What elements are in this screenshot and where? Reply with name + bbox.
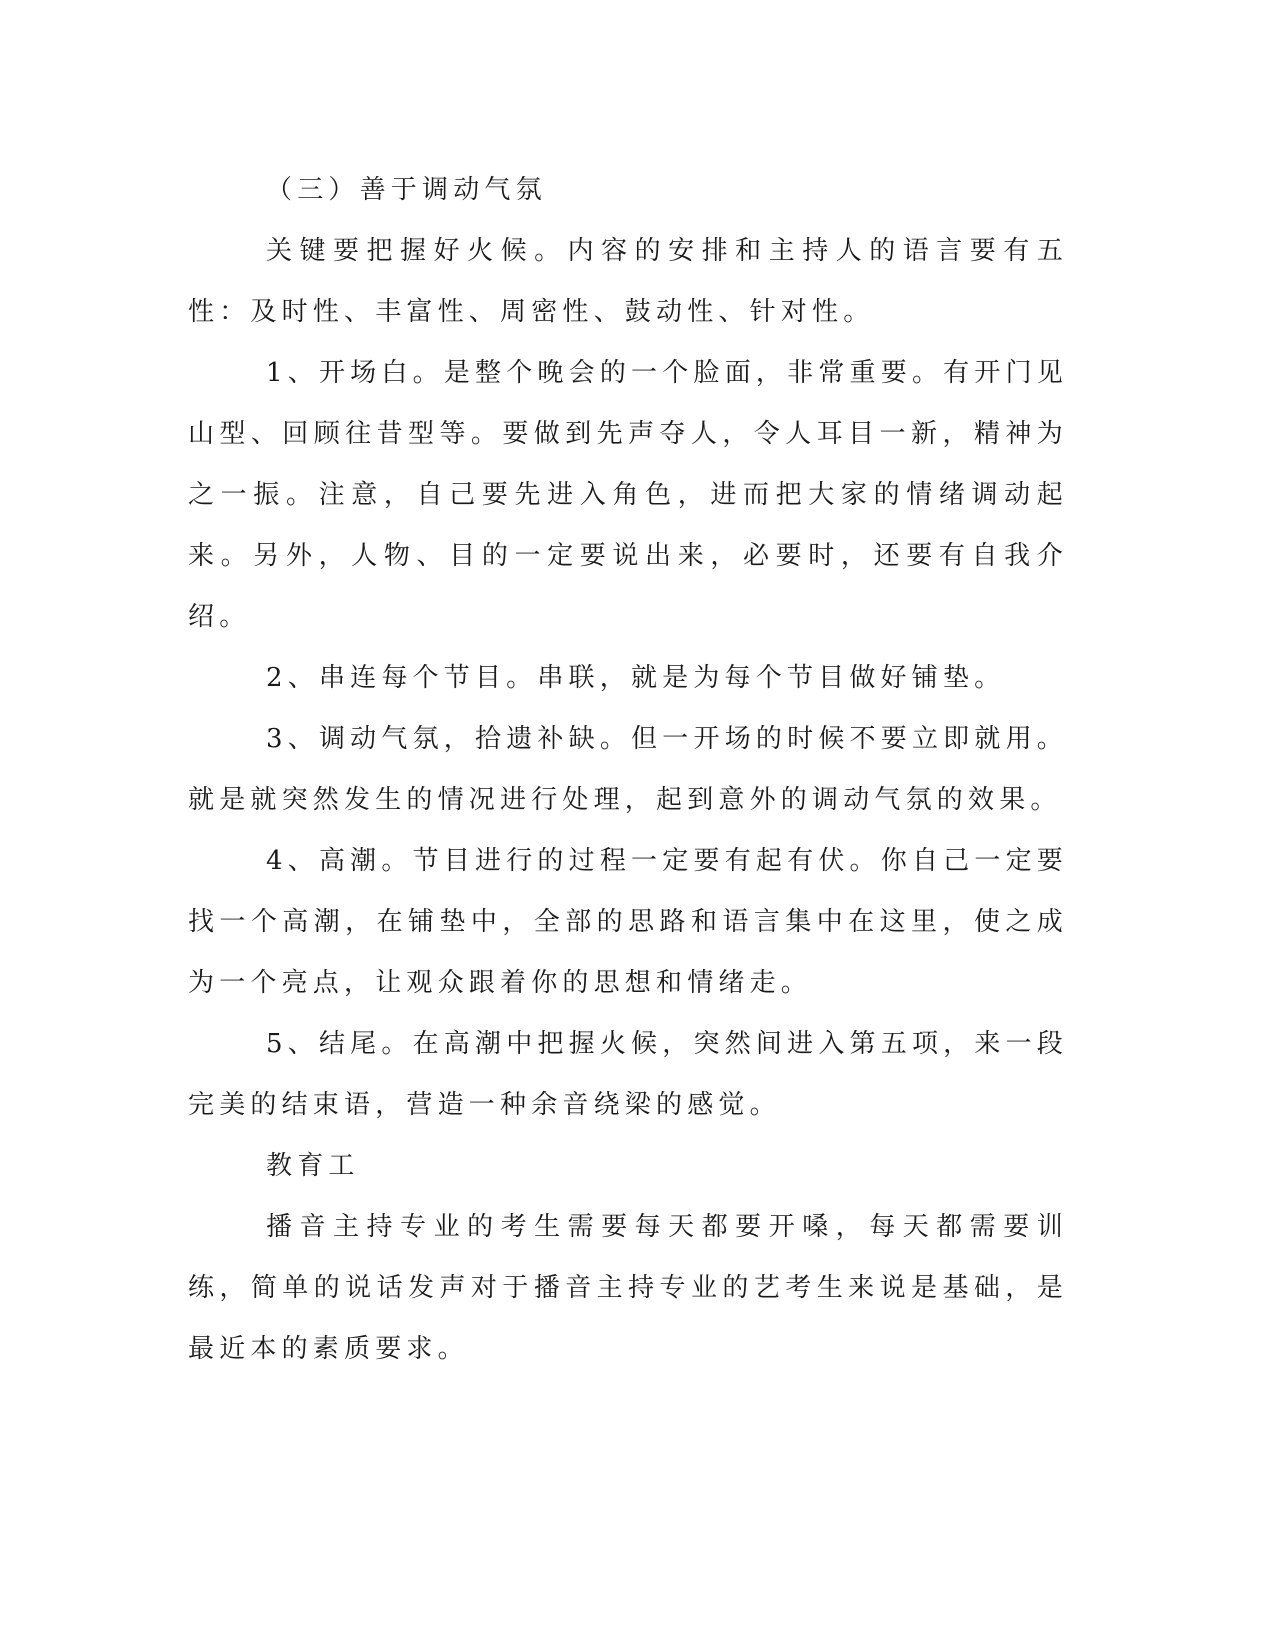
paragraph-intro: 关键要把握好火候。内容的安排和主持人的语言要有五性：及时性、丰富性、周密性、鼓动性、针对性。 [188, 236, 1068, 327]
document-body [188, 160, 1068, 1380]
paragraph-item-5: 5、结尾。在高潮中把握火候，突然间进入第五项，来一段完美的结束语，营造一种余音绕梁的感觉。 [188, 1029, 1068, 1120]
section-heading: （三）善于调动气氛 [266, 175, 547, 205]
paragraph-label: 教育工 [266, 1151, 360, 1181]
paragraph-item-2: 2、串连每个节目。串联，就是为每个节目做好铺垫。 [266, 663, 1006, 693]
paragraph-item-4: 4、高潮。节目进行的过程一定要有起有伏。你自己一定要找一个高潮，在铺垫中，全部的思路和语言集中在这里，使之成为一个亮点，让观众跟着你的思想和情绪走。 [188, 846, 1068, 998]
paragraph-closing: 播音主持专业的考生需要每天都要开嗓，每天都需要训练，简单的说话发声对于播音主持专业的艺考生来说是基础，是最近本的素质要求。 [188, 1212, 1068, 1364]
paragraph-item-3: 3、调动气氛，拾遗补缺。但一开场的时候不要立即就用。就是就突然发生的情况进行处理，起到意外的调动气氛的效果。 [188, 724, 1068, 815]
paragraph-item-1: 1、开场白。是整个晚会的一个脸面，非常重要。有开门见山型、回顾往昔型等。要做到先声夺人，令人耳目一新，精神为之一振。注意，自己要先进入角色，进而把大家的情绪调动起来。另外，人物、目的一定要说出来，必要时，还要有自我介绍。 [188, 358, 1068, 632]
